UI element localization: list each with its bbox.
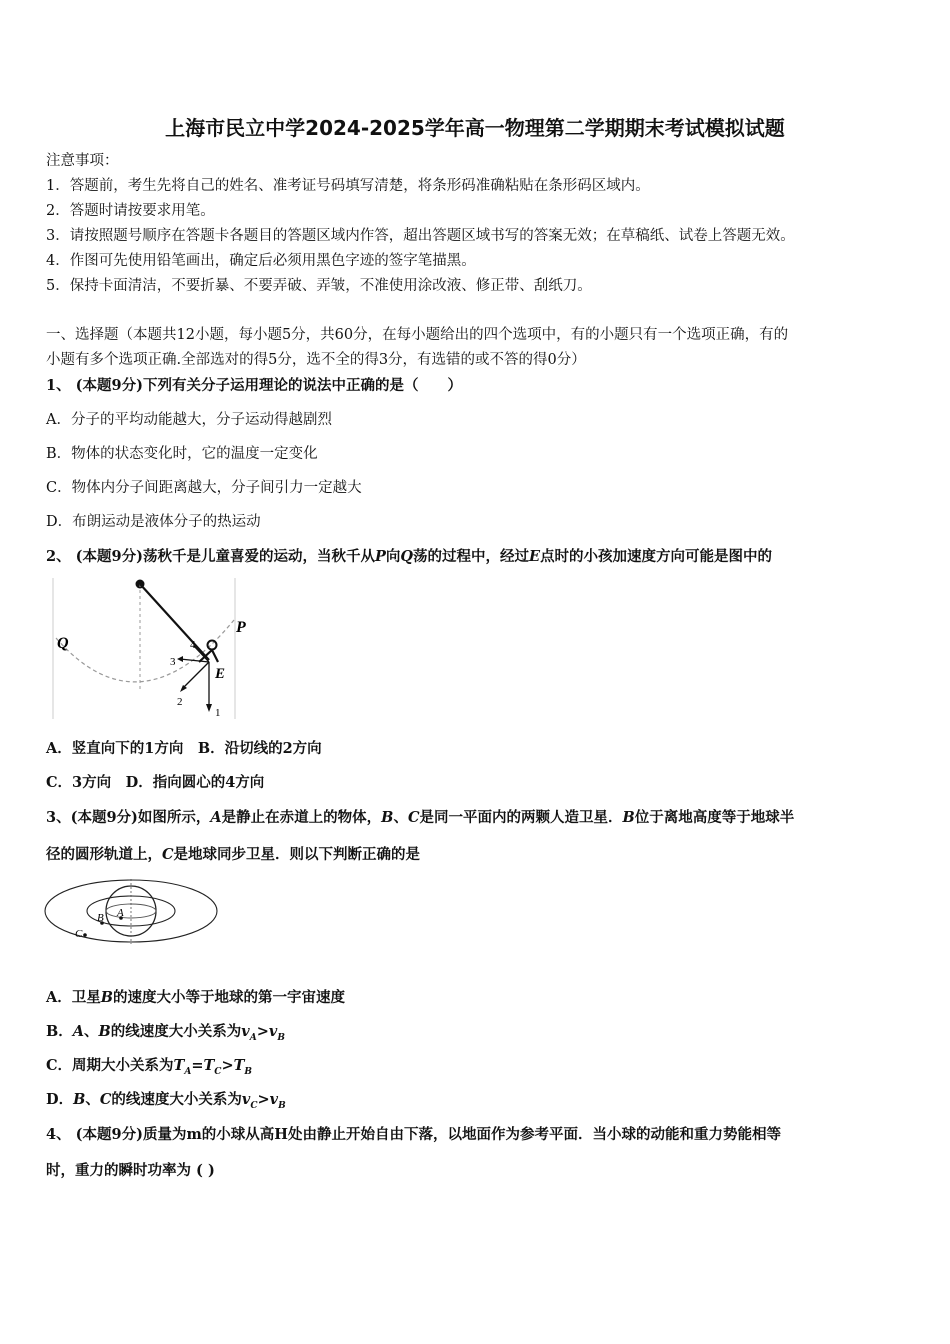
- child-head: [208, 641, 217, 650]
- label-2: 2: [177, 696, 183, 708]
- q1-option-a: A．分子的平均动能越大，分子运动得越剧烈: [46, 412, 332, 428]
- notice-item: 4．作图可先使用铅笔画出，确定后必须用黑色字迹的签字笔描黑。: [46, 253, 476, 269]
- section-heading-line1: 一、选择题（本题共12小题，每小题5分，共60分，在每小题给出的四个选项中，有的小题只有一个选项正确，有的: [46, 327, 789, 343]
- arrow-3-head: [177, 656, 183, 662]
- q1-option-b: B．物体的状态变化时，它的温度一定变化: [46, 446, 318, 462]
- q2-options-row2: C．3方向 D．指向圆心的4方向: [46, 774, 265, 791]
- swing-arc: [56, 620, 234, 682]
- q2-options-row1: A．竖直向下的1方向 B．沿切线的2方向: [46, 740, 322, 757]
- page-title: 上海市民立中学2024-2025学年高一物理第二学期期末考试模拟试题: [165, 116, 785, 140]
- q1-option-c: C．物体内分子间距离越大，分子间引力一定越大: [46, 480, 362, 496]
- q3-option-b: B．A、B的线速度大小关系为$v_A>v_B$: [46, 1023, 285, 1043]
- q1-option-d: D．布朗运动是液体分子的热运动: [46, 514, 261, 530]
- notice-item: 5．保持卡面清洁，不要折暴、不要弄破、弄皱，不准使用涂改液、修正带、刮纸刀。: [46, 278, 592, 294]
- arrow-1-head: [206, 704, 212, 712]
- section-heading-line2: 小题有多个选项正确.全部选对的得5分，选不全的得3分，有选错的或不答的得0分）: [46, 352, 586, 368]
- swing-figure: [52, 576, 252, 721]
- q3-option-d: D．B、C的线速度大小关系为$v_C>v_B$: [46, 1091, 286, 1111]
- q3-stem-line1: 3、(本题9分)如图所示，A是静止在赤道上的物体，B、C是同一平面内的两颗人造卫星．B位于离地高度等于地球半: [46, 809, 795, 826]
- q3-stem-line2: 径的圆形轨道上，C是地球同步卫星．则以下判断正确的是: [46, 846, 421, 863]
- label-1: 1: [215, 707, 221, 719]
- q1-stem: 1、 (本题9分)下列有关分子运用理论的说法中正确的是（ ）: [46, 377, 462, 394]
- label-p: P: [236, 619, 246, 636]
- label-c: C: [75, 928, 83, 940]
- label-e: E: [215, 666, 226, 682]
- label-b: B: [97, 912, 104, 924]
- label-4: 4: [190, 639, 196, 651]
- q2-stem: 2、 (本题9分)荡秋千是儿童喜爱的运动，当秋千从P向Q荡的过程中，经过E点时的小孩加速度方向可能是图中的: [46, 548, 773, 565]
- arrow-2-head: [180, 685, 187, 692]
- orbit-figure: [42, 876, 222, 948]
- q4-stem-line2: 时，重力的瞬时功率为 ( ): [46, 1162, 215, 1179]
- q3-option-c: C．周期大小关系为$T_A=T_C>T_B$: [46, 1057, 253, 1077]
- label-a: A: [117, 907, 124, 919]
- notice-heading: 注意事项：: [46, 153, 119, 169]
- label-q: Q: [57, 635, 69, 652]
- arrow-2: [182, 662, 209, 689]
- q3-option-a: A．卫星B的速度大小等于地球的第一宇宙速度: [46, 989, 346, 1006]
- notice-item: 2．答题时请按要求用笔。: [46, 203, 215, 219]
- point-c: [83, 933, 87, 937]
- q4-stem-line1: 4、 (本题9分)质量为m的小球从高H处由静止开始自由下落，以地面作为参考平面．当小球的动能和重力势能相等: [46, 1126, 781, 1143]
- notice-item: 3．请按照题号顺序在答题卡各题目的答题区域内作答，超出答题区域书写的答案无效；在草稿纸、试卷上答题无效。: [46, 228, 795, 244]
- swing-rope: [140, 584, 209, 660]
- notice-item: 1．答题前，考生先将自己的姓名、准考证号码填写清楚，将条形码准确粘贴在条形码区域内。: [46, 178, 650, 194]
- label-3: 3: [170, 656, 176, 668]
